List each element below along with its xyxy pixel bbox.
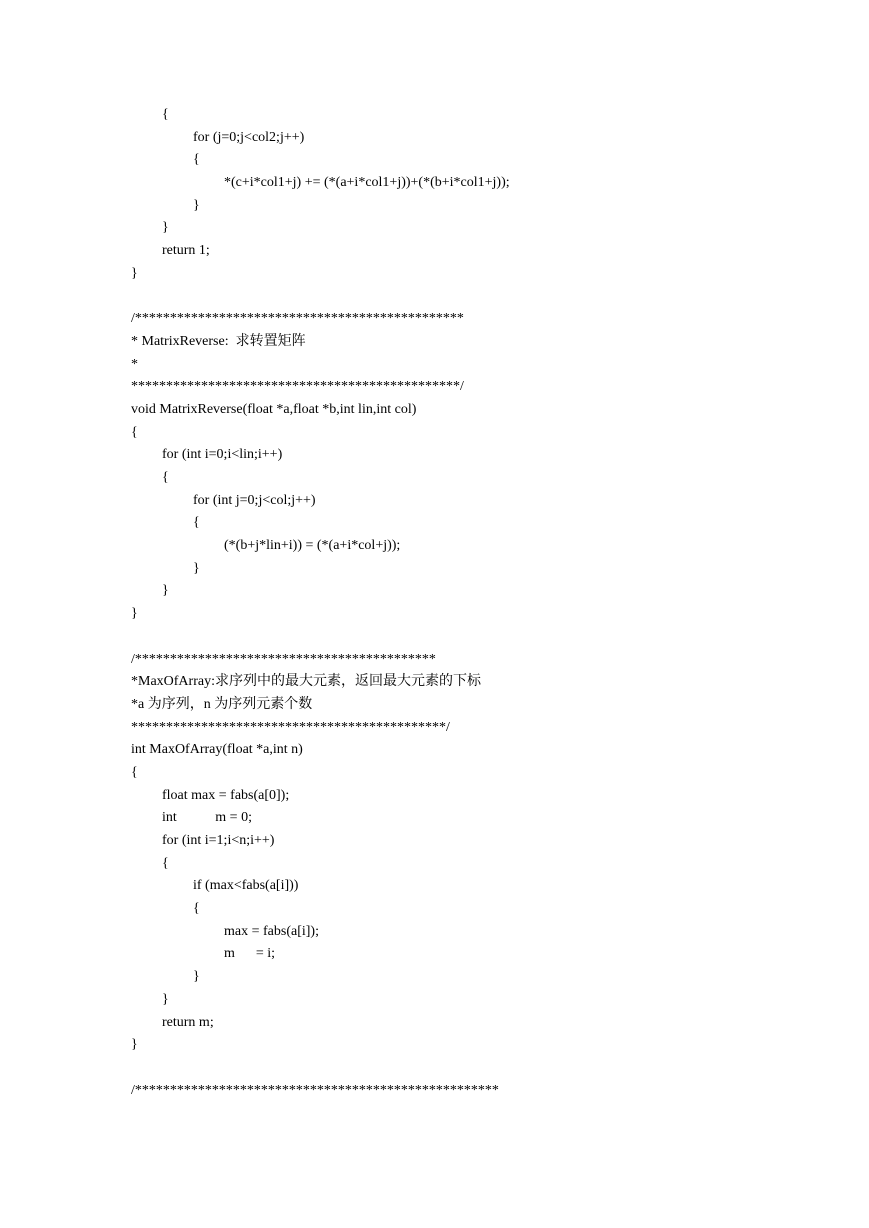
code-line: if (max<fabs(a[i])) <box>193 878 299 894</box>
code-line: void MatrixReverse(float *a,float *b,int lin,int col) <box>131 401 417 417</box>
code-line: } <box>131 606 138 622</box>
code-line: m = i; <box>224 946 276 962</box>
code-line: { <box>131 424 138 440</box>
code-line: ***********************************************/ <box>131 379 464 395</box>
code-line: for (int i=1;i<n;i++) <box>162 833 275 848</box>
code-line: { <box>162 855 169 871</box>
code-line: for (int j=0;j<col;j++) <box>193 492 316 508</box>
code-line: { <box>193 901 200 917</box>
code-line: { <box>162 470 169 485</box>
code-line: for (j=0;j<col2;j++) <box>193 129 305 145</box>
blank-line <box>131 1057 831 1080</box>
code-line: return 1; <box>162 243 210 259</box>
code-line: * MatrixReverse: 求转置矩阵 <box>131 333 306 349</box>
code-line: } <box>162 583 169 599</box>
code-line: /******************************************* <box>131 651 436 667</box>
code-line: } <box>193 197 200 213</box>
blank-line <box>131 626 831 649</box>
code-listing <box>131 104 831 1102</box>
code-line: * <box>131 356 138 372</box>
code-line: /*********************************************** <box>131 311 464 327</box>
code-line: } <box>131 1037 138 1053</box>
code-line: for (int i=0;i<lin;i++) <box>162 447 283 463</box>
code-line: } <box>162 220 169 236</box>
code-line: *a 为序列，n 为序列元素个数 <box>131 696 313 712</box>
code-line: return m; <box>162 1014 214 1030</box>
code-line: /**************************************************** <box>131 1082 499 1098</box>
code-line: } <box>193 969 200 985</box>
code-line: *(c+i*col1+j) += (*(a+i*col1+j))+(*(b+i*col1+j)); <box>224 175 510 191</box>
code-line: } <box>193 560 200 576</box>
code-line: float max = fabs(a[0]); <box>162 787 290 803</box>
code-line: int m = 0; <box>162 810 252 826</box>
code-line: max = fabs(a[i]); <box>224 923 319 939</box>
code-line: { <box>193 152 200 168</box>
code-line: int MaxOfArray(float *a,int n) <box>131 742 303 758</box>
code-line: } <box>162 991 169 1007</box>
code-line: { <box>131 764 138 780</box>
code-line: { <box>162 107 169 122</box>
code-line: *********************************************/ <box>131 719 450 735</box>
code-line: *MaxOfArray:求序列中的最大元素，返回最大元素的下标 <box>131 674 481 690</box>
blank-line <box>131 286 831 309</box>
code-line: } <box>131 265 138 281</box>
code-line: (*(b+j*lin+i)) = (*(a+i*col+j)); <box>224 538 401 554</box>
code-line: { <box>193 515 200 531</box>
